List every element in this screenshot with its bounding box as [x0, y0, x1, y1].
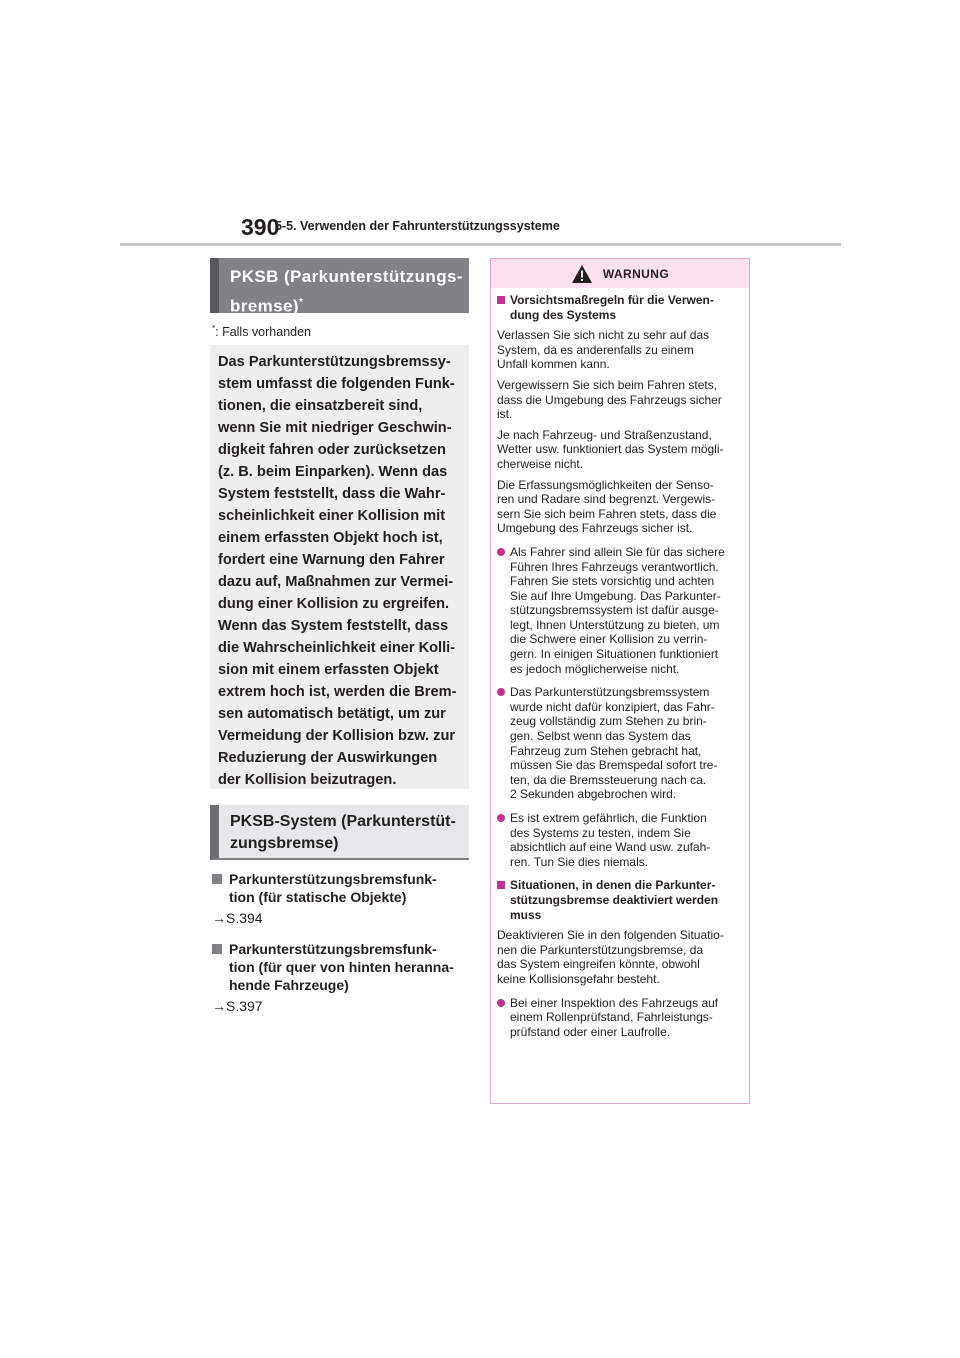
pksb-heading-text: PKSB (Parkunterstützungs- bremse) — [230, 267, 463, 316]
footnote-mark: * — [212, 324, 216, 333]
square-bullet-icon — [212, 874, 222, 884]
pksb-heading-footnote-mark: * — [298, 297, 304, 308]
warning-triangle-icon — [571, 264, 593, 284]
warning-bullet — [497, 996, 745, 1040]
warning-bullet — [497, 545, 745, 676]
warning-paragraph: Deaktivieren Sie in den folgenden Situatio- nen die Parkunterstützungsbremse, da das System eingreifen könnte, obwohl keine Kollisionsgefahr besteht. — [497, 928, 724, 986]
function-item-static — [212, 870, 437, 906]
warning-bullet-text: Bei einer Inspektion des Fahrzeugs auf einem Rollenprüfstand, Fahrleistungs- prüfstand oder einer Laufrolle. — [510, 995, 719, 1039]
circle-bullet-icon — [497, 688, 505, 696]
pksb-heading — [210, 258, 469, 316]
warning-bullet-text: Es ist extrem gefährlich, die Funktion des Systems zu testen, indem Sie absichtlich auf eine Wand usw. zufah- ren. Tun Sie dies niemals. — [510, 811, 711, 869]
function-item-title: Parkunterstützungsbremsfunk- tion (für quer von hinten heranna- hende Fahrzeuge) — [229, 941, 454, 993]
warning-section-heading — [497, 878, 745, 922]
circle-bullet-icon — [497, 999, 505, 1007]
warning-paragraph: Vergewissern Sie sich beim Fahren stets, dass die Umgebung des Fahrzeugs sicher ist. — [497, 377, 722, 422]
warning-section-heading-text: Situationen, in denen die Parkunter- stützungsbremse deaktiviert werden muss — [510, 878, 719, 922]
warning-bullet — [497, 811, 745, 869]
warning-body — [491, 288, 749, 1039]
warning-label: WARNUNG — [602, 266, 670, 281]
header-rule — [120, 243, 841, 246]
square-bullet-icon — [497, 296, 505, 304]
warning-section-heading-text: Vorsichtsmaßregeln für die Verwen- dung des Systems — [510, 293, 714, 322]
pksb-system-heading: PKSB-System (Parkunterstüt- zungsbremse) — [210, 805, 469, 860]
intro-text-box: Das Parkunterstützungsbremssy- stem umfasst die folgenden Funk- tionen, die einsatzbereit sind, wenn Sie mit niedriger Geschwin- digkeit fahren oder zurücksetzen (z. B. beim Einparken). Wenn das System feststellt, dass die Wahr- scheinlichkeit einer Kollision mit einem erfassten Objekt hoch ist, fordert eine Warnung den Fahrer dazu auf, Maßnahmen zur Vermei- dung einer Kollision zu ergreifen. Wenn das System feststellt, dass die Wahrscheinlichkeit einer Kolli- sion mit einem erfassten Objekt extrem hoch ist, werden die Brem- sen automatisch betätigt, um zur Vermeidung der Kollision bzw. zur Reduzierung der Auswirkungen der Kollision beizutragen. — [210, 345, 469, 789]
warning-paragraph: Je nach Fahrzeug- und Straßenzustand, Wetter usw. funktioniert das System mögli- cherweise nicht. — [497, 427, 724, 471]
section-header: 5-5. Verwenden der Fahrunterstützungssysteme — [275, 219, 560, 233]
function-item-cross-traffic — [212, 940, 454, 994]
square-bullet-icon — [497, 881, 505, 889]
circle-bullet-icon — [497, 814, 505, 822]
warning-bullet-text: Das Parkunterstützungsbremssystem wurde nicht dafür konzipiert, das Fahr- zeug vollständig zum Stehen zu brin- gen. Selbst wenn das System das Fahrzeug zum Stehen gebracht hat, müssen Sie das Bremspedal sofort tre- ten, da die Bremssteuerung nach ca. 2 Sekunden abgebrochen wird. — [510, 685, 718, 802]
page-number: 390 — [241, 214, 280, 240]
circle-bullet-icon — [497, 548, 505, 556]
square-bullet-icon — [212, 944, 222, 954]
page-reference-link[interactable]: →S.394 — [212, 910, 263, 926]
warning-paragraph: Verlassen Sie sich nicht zu sehr auf das System, da es anderenfalls zu einem Unfall kommen kann. — [497, 328, 710, 372]
page-reference-link[interactable]: →S.397 — [212, 998, 263, 1014]
function-item-title: Parkunterstützungsbremsfunk- tion (für statische Objekte) — [229, 871, 437, 905]
footnote-text: : Falls vorhanden — [215, 325, 312, 340]
warning-paragraph: Die Erfassungsmöglichkeiten der Senso- ren und Radare sind begrenzt. Vergewis- sern Sie sich beim Fahren stets, dass die Umgebung des Fahrzeugs sicher ist. — [497, 477, 717, 536]
warning-header — [491, 259, 749, 288]
warning-section-heading — [497, 293, 745, 322]
warning-box — [490, 258, 750, 1104]
warning-bullet — [497, 685, 745, 802]
footnote — [212, 324, 311, 339]
warning-bullet-text: Als Fahrer sind allein Sie für das sichere Führen Ihres Fahrzeugs verantwortlich. Fahren Sie stets vorsichtig und achten Sie auf Ihre Umgebung. Das Parkunter- stützungsbremssystem ist dafür ausge- legt, Ihnen Unterstützung zu bieten, um die Schwere einer Kollision zu verrin- gern. In einigen Situationen funktioniert es jedoch möglicherweise nicht. — [510, 544, 725, 676]
